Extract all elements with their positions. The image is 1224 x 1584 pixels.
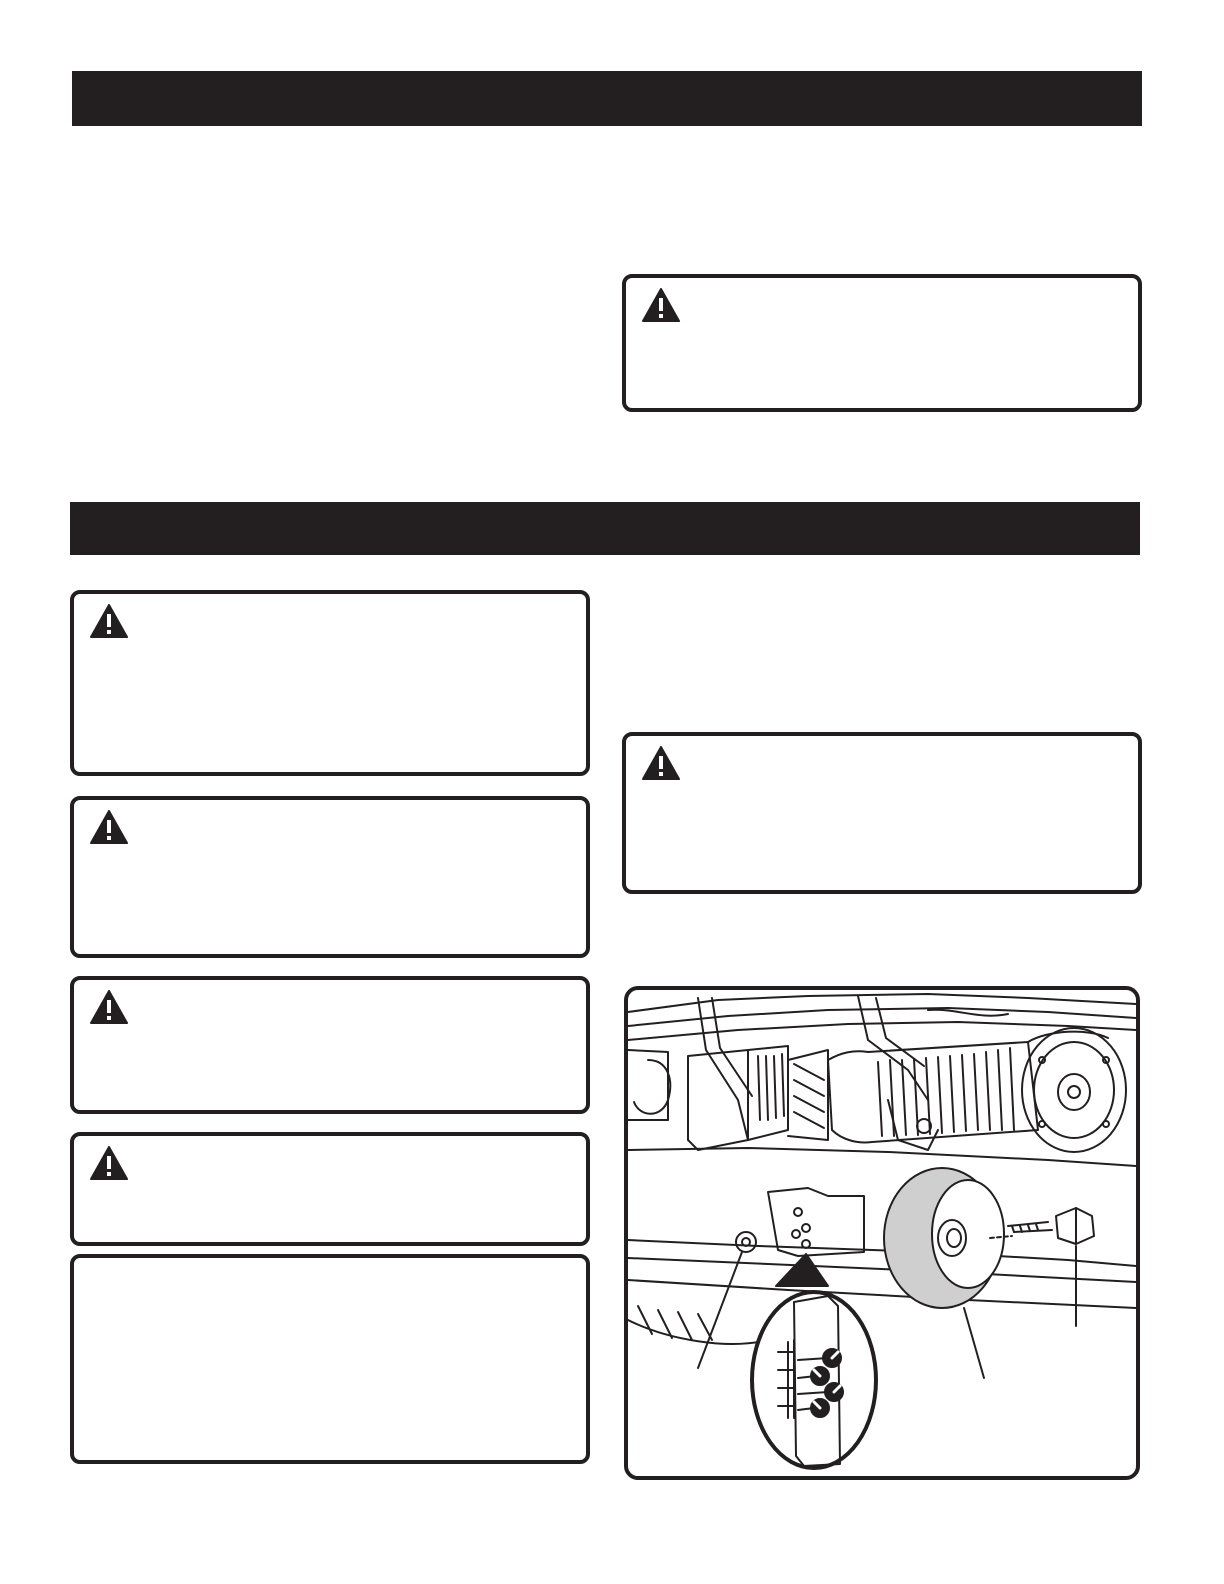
section-header-bar-top xyxy=(72,71,1142,126)
warning-triangle-icon xyxy=(90,604,128,638)
warning-box xyxy=(70,590,590,776)
warning-triangle-icon xyxy=(90,810,128,844)
warning-box xyxy=(70,796,590,958)
note-box xyxy=(70,1254,590,1464)
warning-box xyxy=(622,274,1142,412)
warning-box xyxy=(70,976,590,1114)
motor-pulley-illustration xyxy=(628,990,1136,1476)
warning-box xyxy=(70,1132,590,1246)
warning-triangle-icon xyxy=(90,1146,128,1180)
motor-pulley-figure xyxy=(624,986,1140,1480)
section-header-bar-middle xyxy=(70,502,1140,555)
warning-box xyxy=(622,732,1142,894)
warning-triangle-icon xyxy=(90,990,128,1024)
warning-triangle-icon xyxy=(642,288,680,322)
warning-triangle-icon xyxy=(642,746,680,780)
